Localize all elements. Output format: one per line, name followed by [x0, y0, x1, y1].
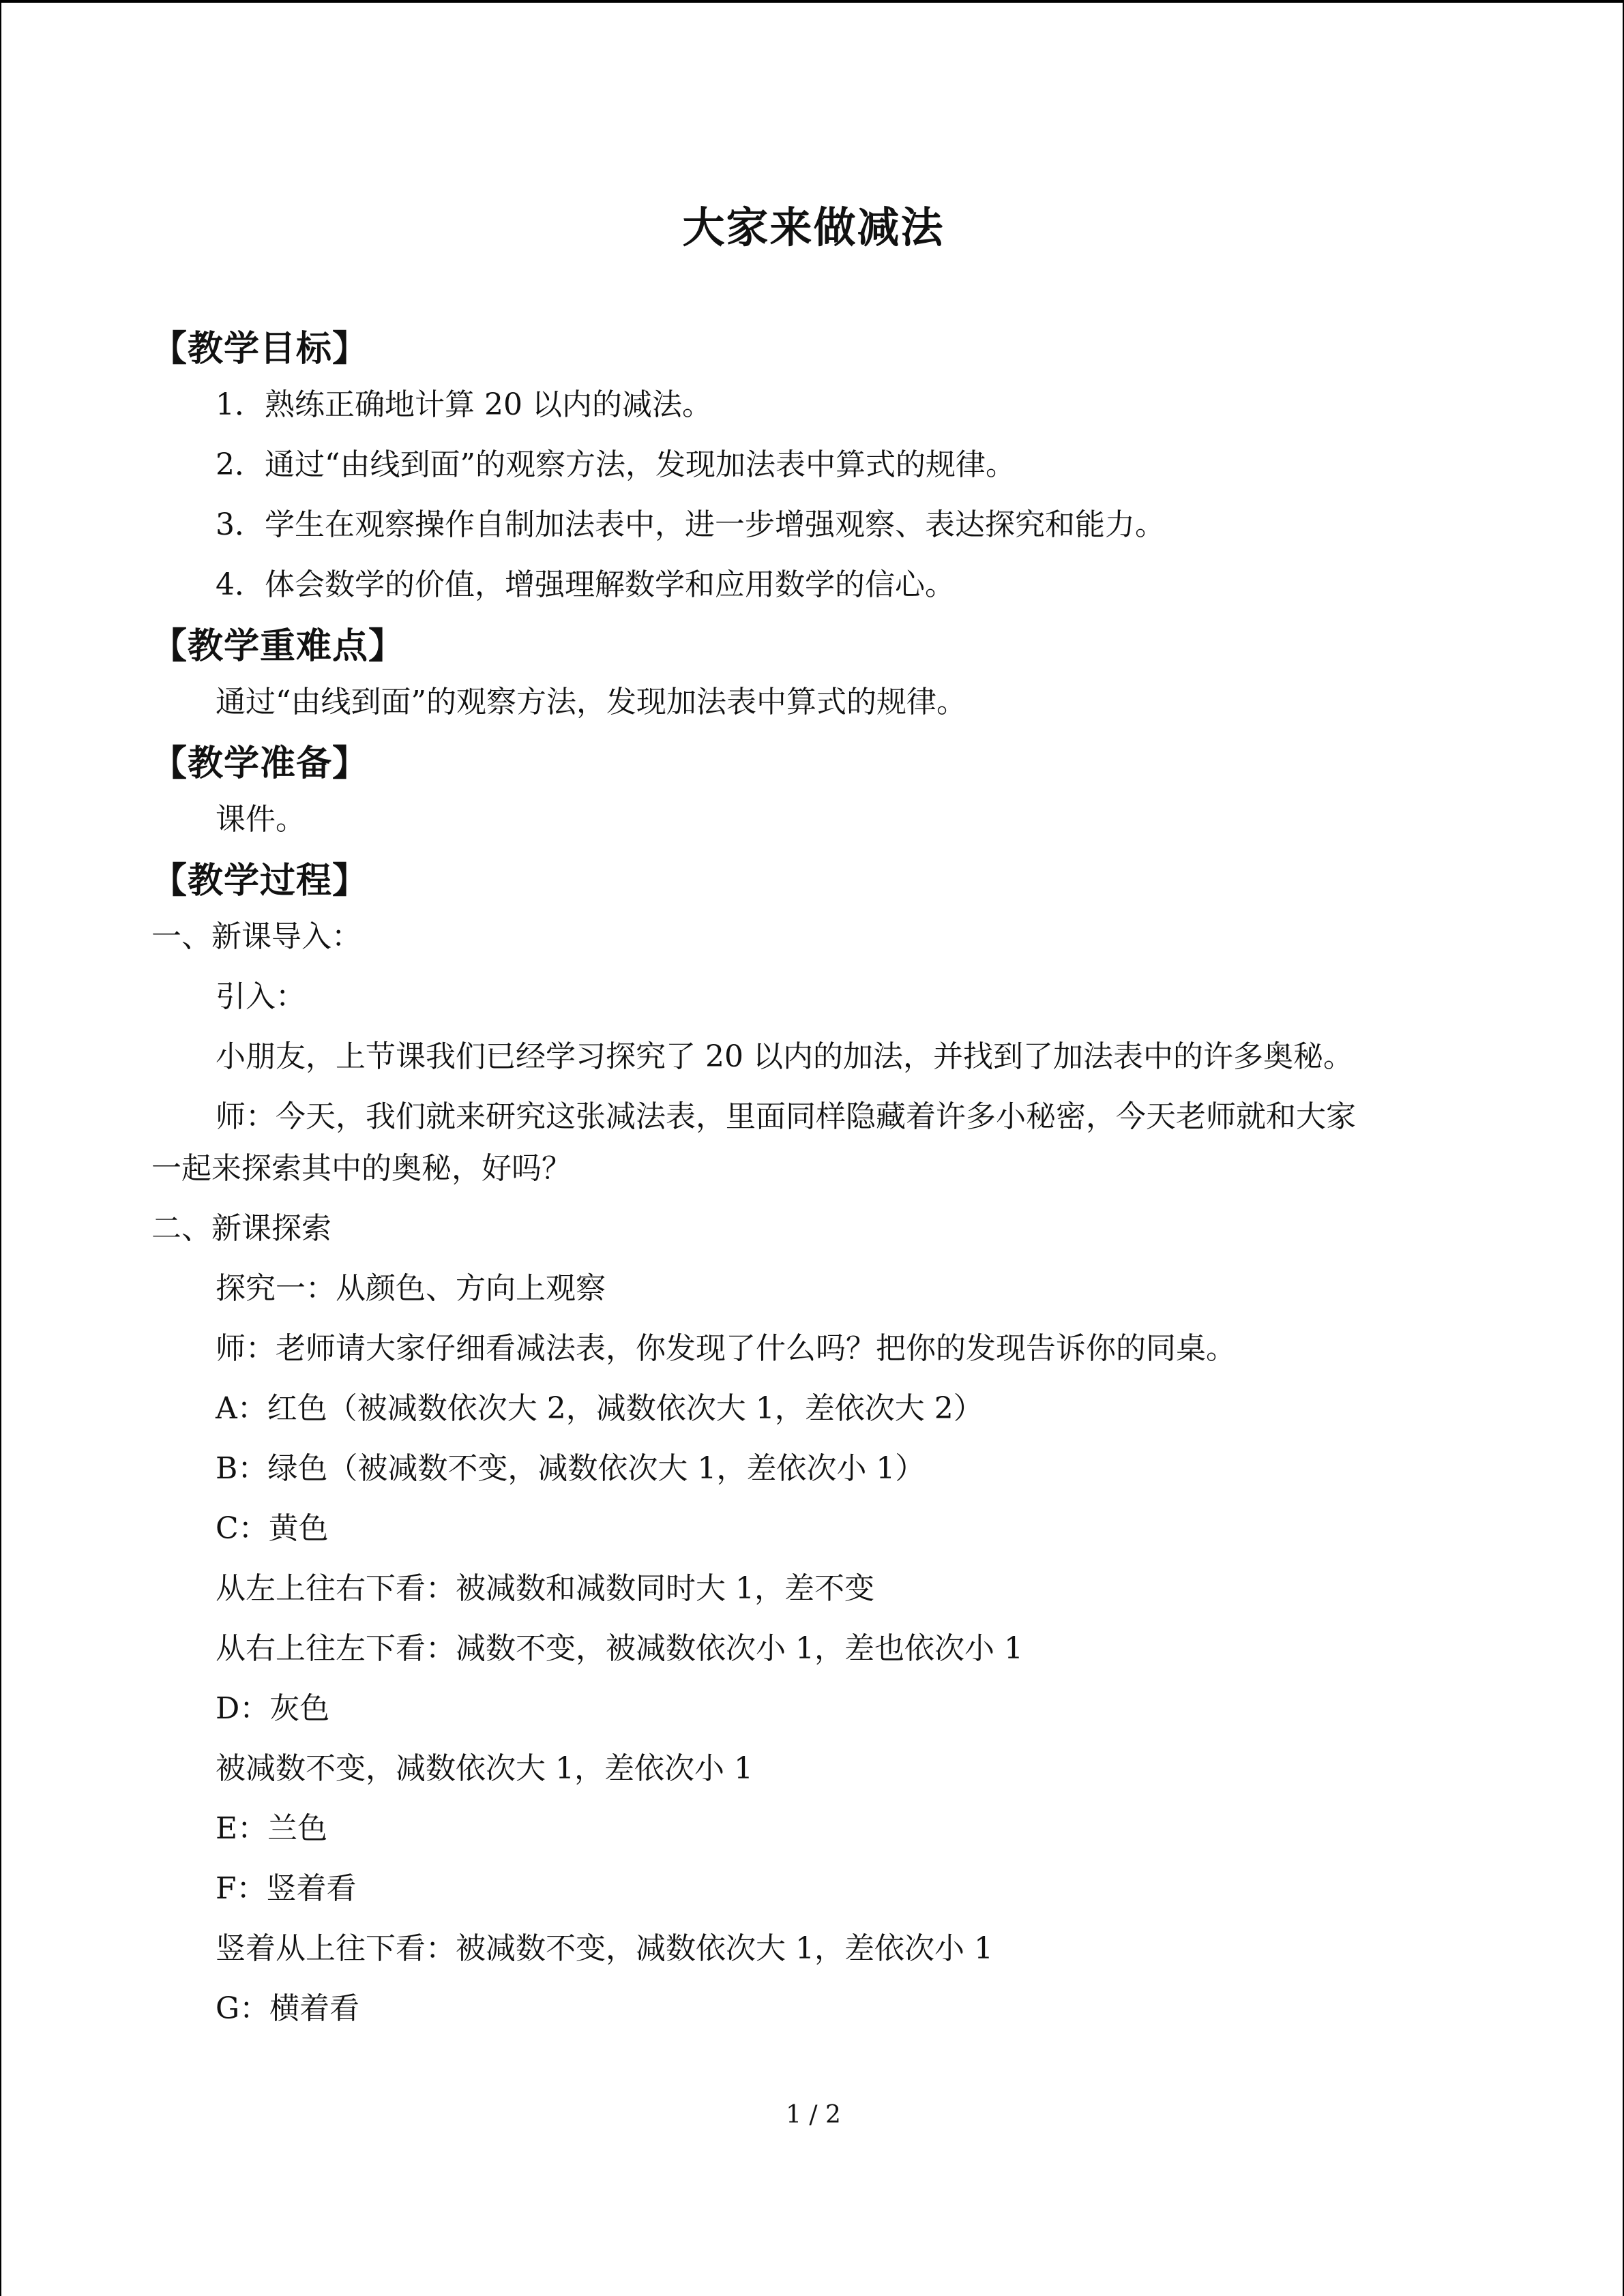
- part-1-paragraph-1: 小朋友，上节课我们已经学习探究了 20 以内的加法，并找到了加法表中的许多奥秘。: [216, 1039, 1353, 1074]
- part-1-paragraph-2-line-1: 师：今天，我们就来研究这张减法表，里面同样隐藏着许多小秘密，今天老师就和大家: [216, 1099, 1356, 1134]
- part-2-line: 从左上往右下看：被减数和减数同时大 1，差不变: [216, 1571, 874, 1606]
- page-number: 1 / 2: [786, 2101, 841, 2129]
- goal-item-4: 4．体会数学的价值，增强理解数学和应用数学的信心。: [216, 567, 955, 602]
- goal-item-2: 2．通过“由线到面”的观察方法，发现加法表中算式的规律。: [216, 447, 1016, 482]
- part-2-line: 被减数不变，减数依次大 1，差依次小 1: [216, 1751, 753, 1786]
- part-2-line: C：黄色: [216, 1511, 329, 1546]
- key-points-text: 通过“由线到面”的观察方法，发现加法表中算式的规律。: [216, 685, 966, 719]
- section-heading-goals: 【教学目标】: [151, 329, 369, 370]
- section-heading-preparation: 【教学准备】: [151, 743, 369, 784]
- part-1-paragraph-2-line-2: 一起来探索其中的奥秘，好吗？: [151, 1151, 572, 1186]
- section-heading-key-points: 【教学重难点】: [151, 626, 405, 667]
- part-2-line: D：灰色: [216, 1691, 330, 1726]
- goal-item-3: 3．学生在观察操作自制加法表中，进一步增强观察、表达探究和能力。: [216, 507, 1165, 542]
- part-2-line: 探究一：从颜色、方向上观察: [216, 1271, 606, 1306]
- document-title: 大家来做减法: [682, 203, 945, 252]
- part-2-line: B：绿色（被减数不变，减数依次大 1，差依次小 1）: [216, 1451, 926, 1486]
- part-2-line: A：红色（被减数依次大 2，减数依次大 1，差依次大 2）: [216, 1391, 984, 1426]
- goal-item-1: 1．熟练正确地计算 20 以内的减法。: [216, 387, 712, 422]
- preparation-text: 课件。: [216, 802, 306, 837]
- part-2-line: 竖着从上往下看：被减数不变，减数依次大 1，差依次小 1: [216, 1931, 993, 1966]
- part-2-line: 师：老师请大家仔细看减法表，你发现了什么吗？把你的发现告诉你的同桌。: [216, 1331, 1236, 1366]
- part-2-line: F：竖着看: [216, 1871, 357, 1906]
- section-heading-process: 【教学过程】: [151, 861, 369, 901]
- part-1-intro: 引入：: [216, 979, 306, 1014]
- part-2-title: 二、新课探索: [151, 1211, 331, 1246]
- document-body: [151, 326, 1475, 2047]
- part-2-line: 从右上往左下看：减数不变，被减数依次小 1，差也依次小 1: [216, 1631, 1023, 1666]
- part-2-line: G：横着看: [216, 1991, 360, 2026]
- part-1-title: 一、新课导入：: [151, 919, 361, 954]
- part-2-line: E：兰色: [216, 1811, 328, 1846]
